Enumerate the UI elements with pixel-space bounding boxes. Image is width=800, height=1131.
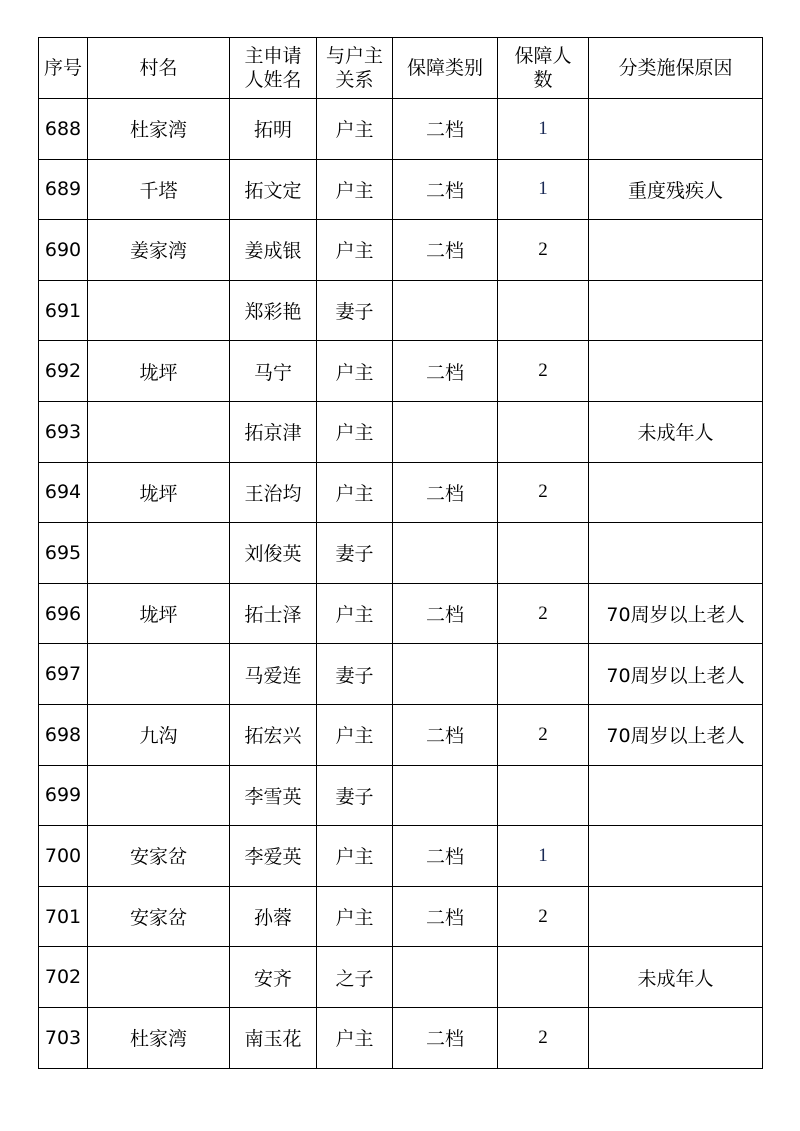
cell-reason	[589, 341, 763, 402]
header-seq	[39, 38, 88, 99]
cell-count: 2	[498, 462, 589, 523]
cell-relation: 户主	[317, 704, 393, 765]
cell-reason: 未成年人	[589, 401, 763, 462]
cell-village: 安家岔	[88, 886, 230, 947]
cell-village	[88, 765, 230, 826]
cell-village	[88, 523, 230, 584]
cell-applicant-name: 马爱连	[230, 644, 317, 705]
cell-relation: 户主	[317, 1007, 393, 1068]
header-relation-line1: 与户主	[325, 45, 383, 67]
cell-reason	[589, 765, 763, 826]
table-row	[39, 99, 763, 160]
cell-count	[498, 280, 589, 341]
header-village-label: 村名	[139, 57, 178, 79]
table-row	[39, 1007, 763, 1068]
cell-seq: 693	[39, 401, 88, 462]
header-count-line2: 数	[533, 69, 553, 91]
cell-seq: 703	[39, 1007, 88, 1068]
cell-applicant-name: 安齐	[230, 947, 317, 1008]
header-applicant-line2: 人姓名	[244, 69, 302, 91]
cell-category	[393, 401, 498, 462]
cell-count: 2	[498, 704, 589, 765]
cell-reason	[589, 462, 763, 523]
cell-count: 1	[498, 159, 589, 220]
table-row	[39, 462, 763, 523]
cell-count	[498, 947, 589, 1008]
cell-seq: 689	[39, 159, 88, 220]
cell-seq: 694	[39, 462, 88, 523]
cell-relation: 户主	[317, 341, 393, 402]
cell-applicant-name: 王治均	[230, 462, 317, 523]
header-relation	[317, 38, 393, 99]
header-count-line1: 保障人	[514, 45, 572, 67]
cell-seq: 692	[39, 341, 88, 402]
cell-reason	[589, 1007, 763, 1068]
cell-relation: 户主	[317, 220, 393, 281]
cell-seq: 701	[39, 886, 88, 947]
cell-category: 二档	[393, 886, 498, 947]
header-category-label: 保障类别	[406, 57, 483, 79]
cell-village: 姜家湾	[88, 220, 230, 281]
header-seq-label: 序号	[43, 57, 82, 79]
cell-applicant-name: 孙蓉	[230, 886, 317, 947]
cell-applicant-name: 拓明	[230, 99, 317, 160]
cell-relation: 户主	[317, 583, 393, 644]
header-reason	[589, 38, 763, 99]
cell-count: 2	[498, 341, 589, 402]
cell-applicant-name: 拓京津	[230, 401, 317, 462]
cell-applicant-name: 拓士泽	[230, 583, 317, 644]
cell-category	[393, 947, 498, 1008]
cell-reason	[589, 99, 763, 160]
table-header	[39, 38, 763, 99]
cell-reason: 未成年人	[589, 947, 763, 1008]
table-row	[39, 523, 763, 584]
cell-relation: 妻子	[317, 765, 393, 826]
cell-seq: 700	[39, 826, 88, 887]
cell-applicant-name: 拓宏兴	[230, 704, 317, 765]
table-row	[39, 826, 763, 887]
cell-category: 二档	[393, 220, 498, 281]
cell-village: 垅坪	[88, 462, 230, 523]
cell-reason: 70周岁以上老人	[589, 583, 763, 644]
table-row	[39, 159, 763, 220]
cell-village: 九沟	[88, 704, 230, 765]
cell-category: 二档	[393, 583, 498, 644]
cell-relation: 妻子	[317, 280, 393, 341]
assistance-roster-table	[38, 37, 763, 1069]
cell-reason: 重度残疾人	[589, 159, 763, 220]
header-row	[39, 38, 763, 99]
header-village	[88, 38, 230, 99]
table-row	[39, 947, 763, 1008]
cell-relation: 户主	[317, 462, 393, 523]
table-body	[39, 99, 763, 1069]
cell-category: 二档	[393, 704, 498, 765]
cell-applicant-name: 郑彩艳	[230, 280, 317, 341]
header-count	[498, 38, 589, 99]
table-row	[39, 341, 763, 402]
cell-category	[393, 523, 498, 584]
header-category	[393, 38, 498, 99]
cell-reason	[589, 826, 763, 887]
cell-village: 杜家湾	[88, 1007, 230, 1068]
header-applicant	[230, 38, 317, 99]
table-row	[39, 280, 763, 341]
table-row	[39, 765, 763, 826]
cell-applicant-name: 南玉花	[230, 1007, 317, 1068]
cell-seq: 690	[39, 220, 88, 281]
cell-village: 安家岔	[88, 826, 230, 887]
cell-applicant-name: 拓文定	[230, 159, 317, 220]
cell-reason: 70周岁以上老人	[589, 644, 763, 705]
cell-reason: 70周岁以上老人	[589, 704, 763, 765]
cell-reason	[589, 280, 763, 341]
cell-category	[393, 280, 498, 341]
header-applicant-line1: 主申请	[244, 45, 302, 67]
cell-seq: 695	[39, 523, 88, 584]
cell-seq: 688	[39, 99, 88, 160]
cell-applicant-name: 李爱英	[230, 826, 317, 887]
cell-village	[88, 644, 230, 705]
table-row	[39, 886, 763, 947]
cell-category: 二档	[393, 99, 498, 160]
cell-applicant-name: 李雪英	[230, 765, 317, 826]
table-row	[39, 704, 763, 765]
cell-count: 2	[498, 1007, 589, 1068]
cell-count	[498, 401, 589, 462]
cell-count: 2	[498, 886, 589, 947]
cell-reason	[589, 886, 763, 947]
cell-village	[88, 280, 230, 341]
cell-count	[498, 644, 589, 705]
cell-category: 二档	[393, 462, 498, 523]
cell-relation: 户主	[317, 401, 393, 462]
cell-seq: 696	[39, 583, 88, 644]
table-row	[39, 583, 763, 644]
cell-relation: 户主	[317, 886, 393, 947]
cell-seq: 702	[39, 947, 88, 1008]
cell-category	[393, 765, 498, 826]
cell-category: 二档	[393, 341, 498, 402]
cell-relation: 户主	[317, 99, 393, 160]
cell-village: 千塔	[88, 159, 230, 220]
cell-relation: 之子	[317, 947, 393, 1008]
cell-reason	[589, 220, 763, 281]
cell-seq: 698	[39, 704, 88, 765]
cell-applicant-name: 刘俊英	[230, 523, 317, 584]
cell-village	[88, 947, 230, 1008]
cell-category: 二档	[393, 1007, 498, 1068]
header-relation-line2: 关系	[335, 69, 374, 91]
cell-relation: 户主	[317, 159, 393, 220]
table-row	[39, 401, 763, 462]
cell-village	[88, 401, 230, 462]
table-row	[39, 220, 763, 281]
cell-count: 1	[498, 826, 589, 887]
cell-applicant-name: 马宁	[230, 341, 317, 402]
cell-relation: 妻子	[317, 644, 393, 705]
cell-reason	[589, 523, 763, 584]
cell-relation: 妻子	[317, 523, 393, 584]
cell-category	[393, 644, 498, 705]
cell-seq: 699	[39, 765, 88, 826]
cell-seq: 691	[39, 280, 88, 341]
cell-applicant-name: 姜成银	[230, 220, 317, 281]
cell-seq: 697	[39, 644, 88, 705]
cell-village: 垅坪	[88, 583, 230, 644]
cell-count: 2	[498, 583, 589, 644]
header-reason-label: 分类施保原因	[618, 57, 733, 79]
cell-category: 二档	[393, 159, 498, 220]
cell-count: 1	[498, 99, 589, 160]
cell-relation: 户主	[317, 826, 393, 887]
table-row	[39, 644, 763, 705]
cell-count	[498, 523, 589, 584]
cell-count	[498, 765, 589, 826]
cell-village: 杜家湾	[88, 99, 230, 160]
cell-village: 垅坪	[88, 341, 230, 402]
cell-count: 2	[498, 220, 589, 281]
cell-category: 二档	[393, 826, 498, 887]
